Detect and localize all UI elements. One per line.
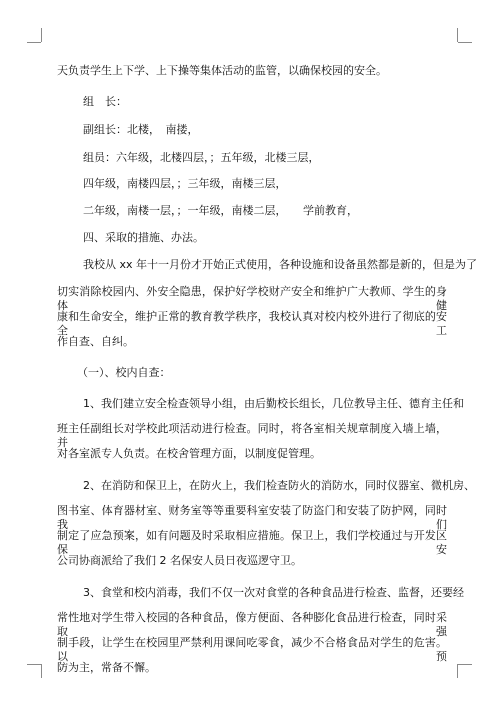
text-line: 康和生命安全，维护正常的教育教学秩序，我校认真对校内校外进行了彻底的安全工 <box>57 310 447 337</box>
section-heading: 四、采取的措施、办法。 <box>83 231 204 244</box>
text-line: 组员：六年级，北楼四层，；五年级，北楼三层， <box>83 151 320 164</box>
text-line: 3、食堂和校内消毒，我们不仅一次对食堂的各种食品进行检查、监督，还要经 <box>83 586 464 599</box>
text-line: 二年级，南楼一层，；一年级，南楼二层， 学前教育， <box>83 204 358 217</box>
text-line: 切实消除校园内、外安全隐患，保护好学校财产安全和维护广大教师、学生的身体健 <box>57 285 447 312</box>
text-line: 作自查、自纠。 <box>57 335 134 348</box>
text-line: 常性地对学生带入校园的各种食品，像方便面、各种膨化食品进行检查，同时采取强 <box>57 611 447 638</box>
text-line: 制手段，让学生在校园里严禁利用课间吃零食，减少不合格食品对学生的危害。以预 <box>57 636 447 663</box>
text-line: 公司协商派给了我们 2 名保安人员日夜巡逻守卫。 <box>57 554 302 567</box>
text-line: 1、我们建立安全检查领导小组，由后勤校长组长，几位教导主任、德育主任和 <box>83 397 464 410</box>
text-line: 天负责学生上下学、上下操等集体活动的监管，以确保校园的安全。 <box>57 64 387 77</box>
text-line: 制定了应急预案，如有问题及时采取相应措施。保卫上，我们学校通过与开发区保安 <box>57 529 447 556</box>
text-line: 对各室派专人负责。在校舍管理方面，以制度促管理。 <box>57 447 321 460</box>
subsection-heading: （一）、校内自查： <box>77 366 171 379</box>
text-line: 组 长： <box>83 95 127 108</box>
text-line: 防为主，常备不懈。 <box>57 661 156 674</box>
text-line: 2、在消防和保卫上，在防火上，我们检查防火的消防水，同时仪器室、微机房、 <box>83 479 475 492</box>
text-line: 图书室、体育器材室、财务室等等重要科室安装了防盗门和安装了防护网，同时我们 <box>57 504 447 531</box>
text-line: 四年级，南楼四层，；三年级，南楼三层， <box>83 177 287 190</box>
text-line: 副组长：北楼， 南搂， <box>83 123 199 136</box>
text-line: 我校从 xx 年十一月份才开始正式使用，各种设施和设备虽然都是新的，但是为了 <box>83 258 478 271</box>
text-line: 班主任副组长对学校此项活动进行检查。同时，将各室相关规章制度入墙上墙，并 <box>57 422 447 449</box>
